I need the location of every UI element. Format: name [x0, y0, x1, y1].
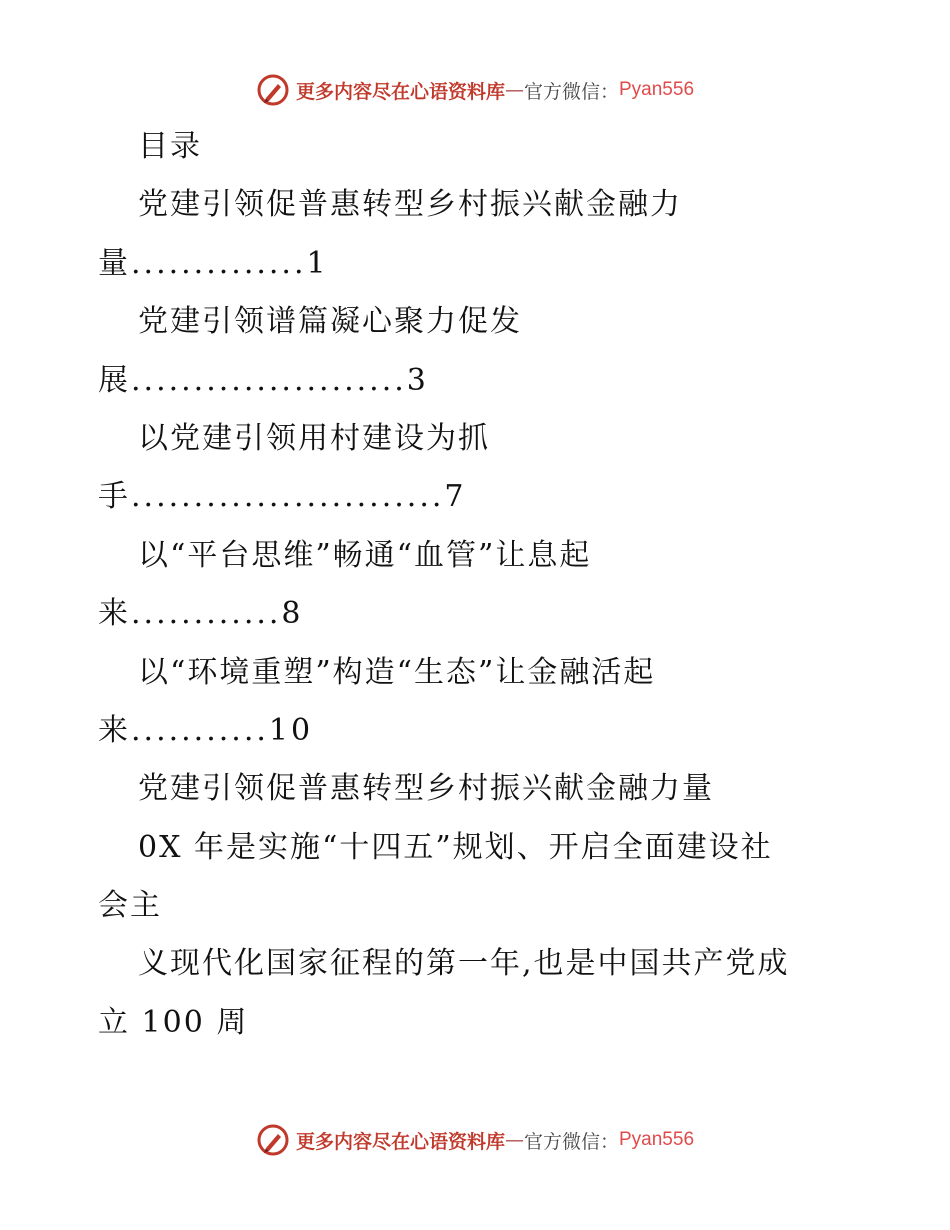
toc-entry-title: 以“平台思维”畅通“血管”让息起 [138, 537, 592, 573]
pen-logo-icon [256, 73, 290, 107]
body-paragraph-line: 立 100 周 [98, 1004, 249, 1040]
toc-entry-tail: 手.........................7 [98, 479, 467, 515]
watermark-label: 官方微信： [523, 80, 619, 103]
watermark-main-text: 更多内容尽在心语资料库 [295, 80, 505, 103]
watermark-id: Pyan556 [619, 1129, 695, 1150]
toc-entry-tail: 来............8 [98, 596, 304, 632]
body-paragraph-line: 会主 [98, 888, 162, 924]
toc-entry-title: 党建引领谱篇凝心聚力促发 [138, 304, 522, 340]
toc-entry-title: 以党建引领用村建设为抓 [138, 420, 490, 456]
footer-watermark [0, 1123, 950, 1157]
header-watermark [0, 73, 950, 107]
body-paragraph-line: 义现代化国家征程的第一年,也是中国共产党成 [138, 946, 790, 982]
toc-entry-tail: 来...........10 [98, 712, 314, 748]
body-paragraph-line: 0X 年是实施“十四五”规划、开启全面建设社 [138, 829, 773, 865]
toc-entry-tail: 量..............1 [98, 245, 329, 281]
toc-heading: 目录 [138, 129, 202, 164]
document-content [98, 118, 858, 1052]
watermark-label: 官方微信： [523, 1130, 619, 1153]
watermark-separator: — [504, 79, 524, 101]
section-title: 党建引领促普惠转型乡村振兴献金融力量 [138, 771, 714, 807]
toc-entry-tail: 展......................3 [98, 362, 429, 398]
toc-entry-title: 党建引领促普惠转型乡村振兴献金融力 [138, 187, 682, 223]
watermark-main-text: 更多内容尽在心语资料库 [295, 1130, 505, 1153]
toc-entry-title: 以“环境重塑”构造“生态”让金融活起 [138, 654, 656, 690]
watermark-id: Pyan556 [619, 79, 695, 100]
watermark-separator: — [504, 1129, 524, 1151]
pen-logo-icon [256, 1123, 290, 1157]
